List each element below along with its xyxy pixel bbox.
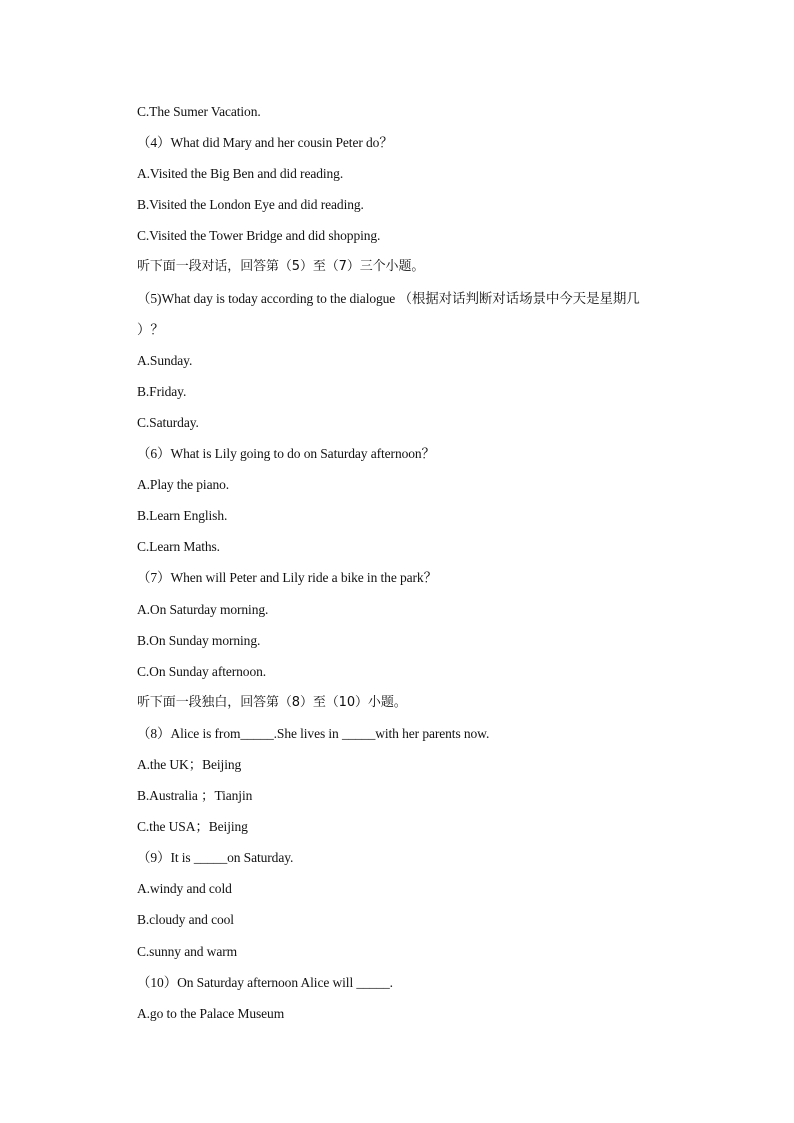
option-b-q6: B.Learn English.: [137, 508, 228, 524]
option-b-q8: B.Australia ；Tianjin: [137, 788, 253, 804]
option-c-q7: C.On Sunday afternoon.: [137, 663, 267, 679]
option-a-q9: A.windy and cold: [137, 881, 232, 897]
option-c-q8: C.the USA；Beijing: [137, 819, 248, 835]
question-4: （4）What did Mary and her cousin Peter do？: [137, 135, 393, 151]
question-5-continued: ）？: [137, 321, 164, 337]
question-10: （10）On Saturday afternoon Alice will _____.: [137, 974, 393, 990]
option-a-q4: A.Visited the Big Ben and did reading.: [137, 166, 344, 182]
option-c-q3: C.The Sumer Vacation.: [137, 104, 261, 119]
question-5: （5)What day is today according to the dialogue （根据对话判断对话场景中今天是星期几: [137, 290, 640, 306]
option-a-q7: A.On Saturday morning.: [137, 601, 269, 617]
option-c-q5: C.Saturday.: [137, 414, 199, 430]
question-list: [137, 100, 697, 1033]
option-c-q6: C.Learn Maths.: [137, 539, 220, 555]
question-9: （9）It is _____on Saturday.: [137, 850, 294, 866]
option-a-q6: A.Play the piano.: [137, 477, 230, 493]
question-6: （6）What is Lily going to do on Saturday afternoon？: [137, 446, 435, 462]
option-c-q9: C.sunny and warm: [137, 943, 238, 959]
option-b-q4: B.Visited the London Eye and did reading.: [137, 197, 364, 213]
option-a-q10: A.go to the Palace Museum: [137, 1005, 285, 1021]
option-a-q8: A.the UK；Beijing: [137, 756, 242, 772]
option-b-q7: B.On Sunday morning.: [137, 632, 261, 648]
option-a-q5: A.Sunday.: [137, 352, 193, 368]
option-b-q5: B.Friday.: [137, 383, 187, 399]
question-8: （8）Alice is from_____.She lives in _____with her parents now.: [137, 725, 490, 741]
section-instruction-monologue: 听下面一段独白，回答第（8）至（10）小题。: [137, 694, 407, 710]
option-b-q9: B.cloudy and cool: [137, 912, 234, 928]
option-c-q4: C.Visited the Tower Bridge and did shopping.: [137, 228, 381, 244]
question-7: （7）When will Peter and Lily ride a bike in the park？: [137, 570, 437, 586]
section-instruction-dialogue: 听下面一段对话，回答第（5）至（7）三个小题。: [137, 259, 425, 275]
